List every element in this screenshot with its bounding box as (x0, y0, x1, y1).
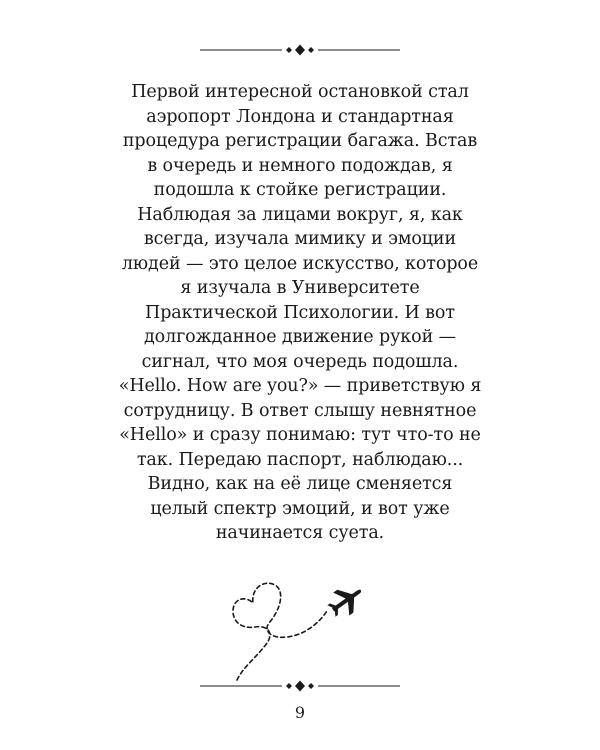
paragraph-line: целый спектр эмоций, и вот уже (150, 498, 450, 519)
paragraph-line: «Hello» и сразу понимаю: тут что-то не (119, 425, 481, 445)
paragraph-line: Первой интересной остановкой стал (131, 82, 469, 102)
paragraph-line: я изучала в Университете (180, 278, 420, 298)
paragraph-line: Практической Психологии. И вот (145, 302, 455, 323)
paragraph-line: долгожданное движение рукой — (143, 327, 456, 347)
paragraph-line: Видно, как на её лице сменяется (147, 474, 453, 494)
page-number: 9 (294, 703, 306, 722)
heart-flight-path-illustration (215, 565, 375, 685)
bottom-divider-icon (200, 680, 400, 692)
paragraph-line: в очередь и немного подождав, я (147, 155, 453, 176)
body-paragraph (60, 80, 540, 546)
paragraph-line: аэропорт Лондона и стандартная (146, 106, 454, 127)
paragraph-line: сигнал, что моя очередь подошла. (141, 351, 459, 372)
airplane-icon (323, 579, 369, 623)
paragraph-line: так. Передаю паспорт, наблюдаю... (136, 449, 464, 470)
dashed-flight-path (233, 583, 327, 680)
paragraph-line: «Hello. How are you?» — приветствую я (118, 376, 482, 396)
paragraph-line: сотрудницу. В ответ слышу невнятное (123, 400, 477, 421)
paragraph-line: начинается суета. (215, 523, 385, 543)
paragraph-line: людей — это целое искусство, которое (121, 253, 479, 274)
paragraph-line: всегда, изучала мимику и эмоции (143, 229, 457, 249)
paragraph-line: Наблюдая за лицами вокруг, я, как (137, 204, 463, 225)
paragraph-line: подошла к стойке регистрации. (153, 180, 447, 200)
paragraph-line: процедура регистрации багажа. Встав (122, 131, 478, 151)
top-divider-icon (200, 44, 400, 56)
